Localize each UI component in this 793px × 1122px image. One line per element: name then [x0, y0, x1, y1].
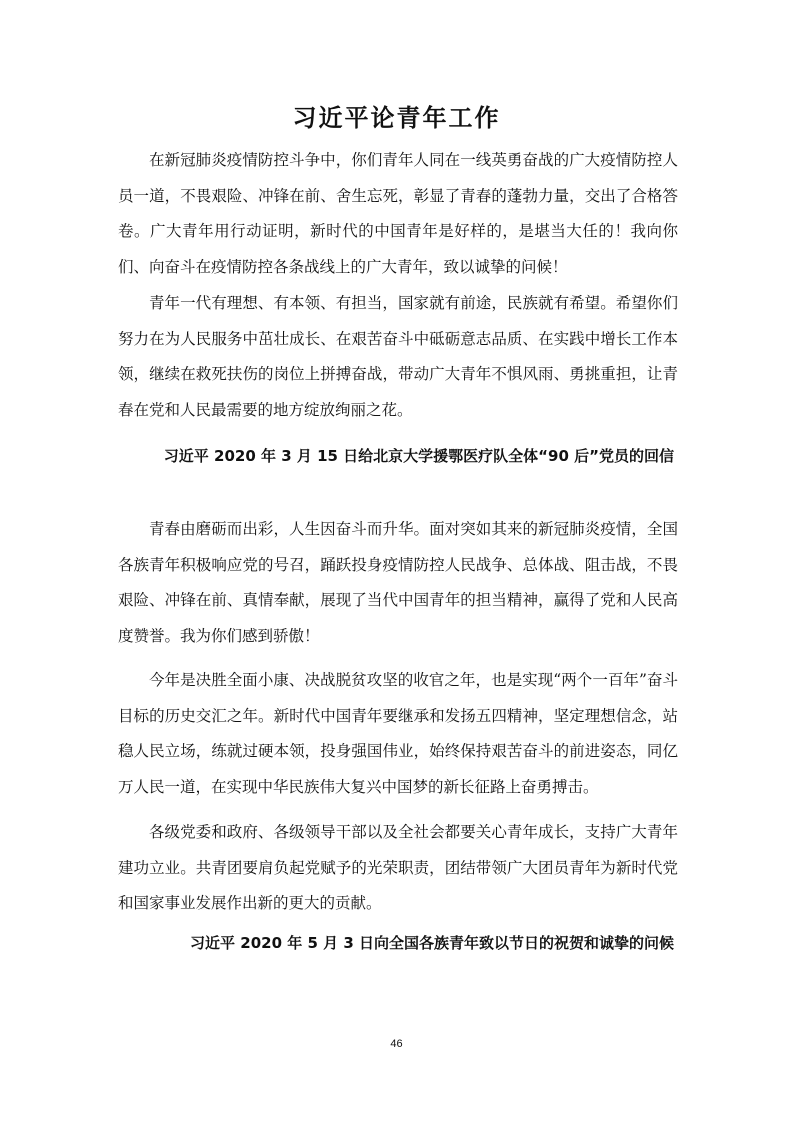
section2-paragraph-1: 青春由磨砺而出彩，人生因奋斗而升华。面对突如其来的新冠肺炎疫情，全国各族青年积极响应党的号召，踊跃投身疫情防控人民战争、总体战、阻击战，不畏艰险、冲锋在前、真情奉献，展现了当代中国青年的担当精神，赢得了党和人民高度赞誉。我为你们感到骄傲！	[118, 520, 678, 645]
page-title: 习近平论青年工作	[292, 103, 501, 132]
section1-attribution: 习近平 2020 年 3 月 15 日给北京大学援鄂医疗队全体“90 后”党员的回信	[163, 447, 674, 465]
section1-paragraph-1: 在新冠肺炎疫情防控斗争中，你们青年人同在一线英勇奋战的广大疫情防控人员一道，不畏艰险、冲锋在前、舍生忘死，彰显了青春的蓬勃力量，交出了合格答卷。广大青年用行动证明，新时代的中国青年是好样的，是堪当大任的！我向你们、向奋斗在疫情防控各条战线上的广大青年，致以诚挚的问候！	[118, 151, 678, 276]
section1-paragraph-2: 青年一代有理想、有本领、有担当，国家就有前途，民族就有希望。希望你们努力在为人民服务中茁壮成长、在艰苦奋斗中砥砺意志品质、在实践中增长工作本领，继续在救死扶伤的岗位上拼搏奋战，带动广大青年不惧风雨、勇挑重担，让青春在党和人民最需要的地方绽放绚丽之花。	[118, 294, 678, 419]
section2-paragraph-2: 今年是决胜全面小康、决战脱贫攻坚的收官之年，也是实现“两个一百年”奋斗目标的历史交汇之年。新时代中国青年要继承和发扬五四精神，坚定理想信念，站稳人民立场，练就过硬本领，投身强国伟业，始终保持艰苦奋斗的前进姿态，同亿万人民一道，在实现中华民族伟大复兴中国梦的新长征路上奋勇搏击。	[118, 671, 678, 796]
page-number: 46	[390, 1038, 403, 1050]
section2-attribution: 习近平 2020 年 5 月 3 日向全国各族青年致以节日的祝贺和诚挚的问候	[190, 934, 674, 952]
section2-paragraph-3: 各级党委和政府、各级领导干部以及全社会都要关心青年成长，支持广大青年建功立业。共青团要肩负起党赋予的光荣职责，团结带领广大团员青年为新时代党和国家事业发展作出新的更大的贡献。	[118, 823, 678, 912]
